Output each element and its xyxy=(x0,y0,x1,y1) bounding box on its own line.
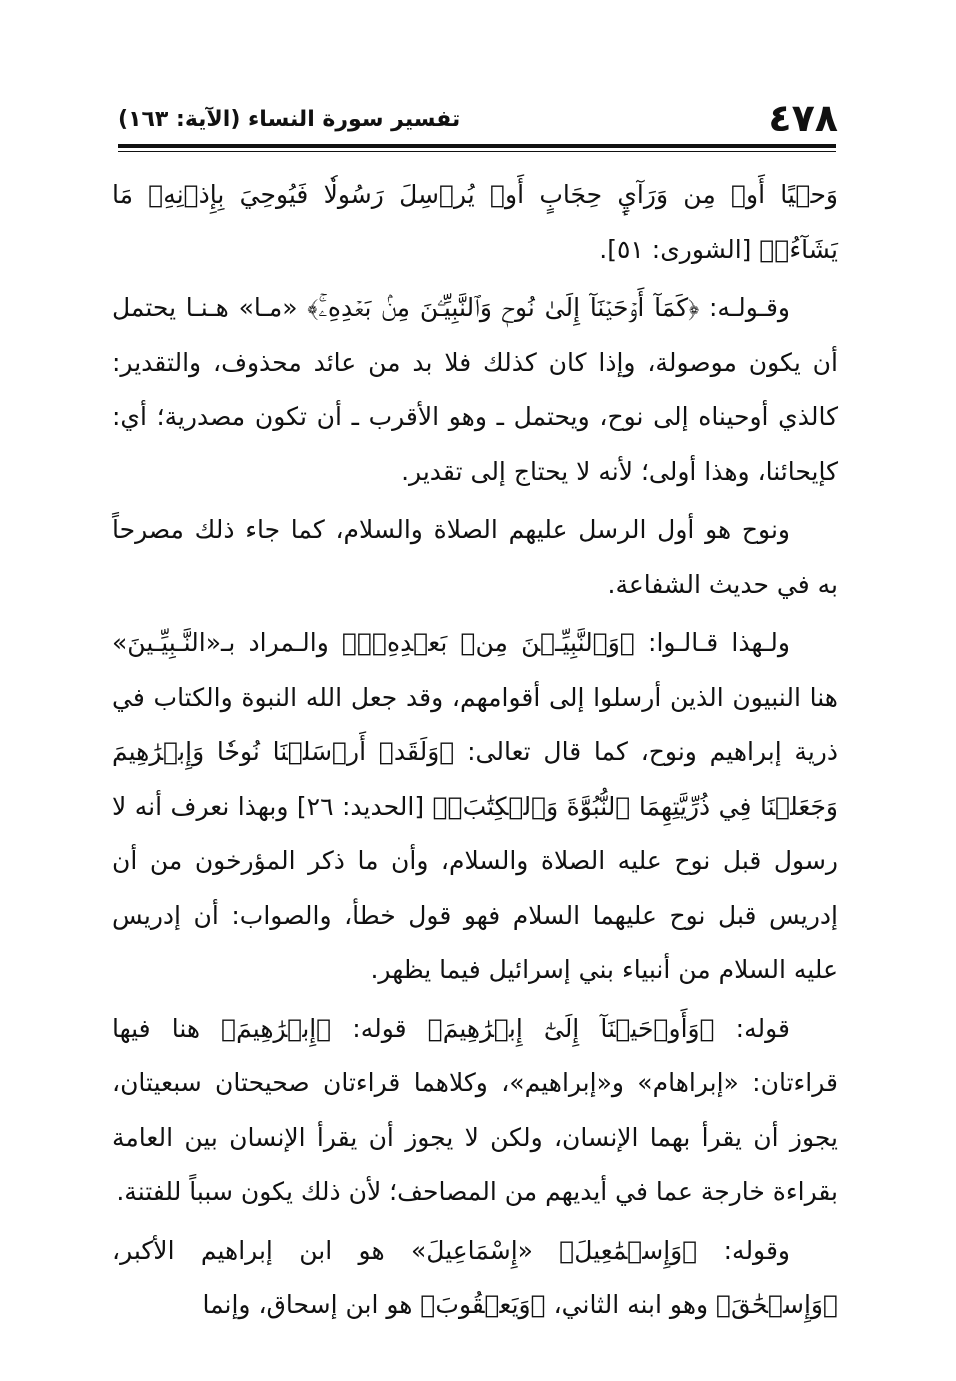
paragraph-1: وَحۡيًا أَوۡ مِن وَرَآيِٕ حِجَابٍ أَوۡ يُرۡسِلَ رَسُولٗا فَيُوحِيَ بِإِذۡنِهِۦ مَا يَشَآءُۚ﴾ [الشورى: ٥١]. xyxy=(112,180,838,264)
paragraph-3: ونوح هو أول الرسل عليهم الصلاة والسلام، كما جاء ذلك مصرحاً به في حديث الشفاعة. xyxy=(112,515,838,599)
paragraph-6: وقوله: ﴿وَإِسۡمَٰعِيلَ﴾ «إِسْمَاعِيلَ» هو ابن إبراهيم الأكبر، ﴿وَإِسۡحَٰقَ﴾ وهو ابنه الثاني، ﴿وَيَعۡقُوبَ﴾ هو ابن إسحاق، وإنما xyxy=(112,1235,838,1319)
paragraph-5: قوله: ﴿وَأَوۡحَيۡنَآ إِلَىٰٓ إِبۡرَٰهِيمَ﴾ قوله: ﴿إِبۡرَٰهِيمَ﴾ هنا فيها قراءتان: «إبراهام» و«إبراهيم»، وكلاهما قراءتان صحيحتان سبعيتان، يجوز أن يقرأ بهما الإنسان، ولكن لا يجوز أن يقرأ الإنسان بين العامة بقراءة خارجة عما في أيديهم من المصاحف؛ لأن ذلك يكون سبباً للفتنة. xyxy=(112,1013,838,1206)
paragraph-4: ولـهذا قـالـوا: ﴿وَٱلنَّبِيِّـۧنَ مِنۢ بَعۡدِهِۦۚ﴾ والـمراد بـ«النَّـبِيِّـينَ» هنا النبيون الذين أرسلوا إلى أقوامهم، وقد جعل الله النبوة والكتاب في ذرية إبراهيم ونوح، كما قال تعالى: ﴿وَلَقَدۡ أَرۡسَلۡنَا نُوحٗا وَإِبۡرَٰهِيمَ وَجَعَلۡنَا فِي ذُرِّيَّتِهِمَا ٱلنُّبُوَّةَ وَٱلۡكِتَٰبَۖ﴾ [الحديد: ٢٦] وبهذا نعرف أنه لا رسول قبل نوح عليه الصلاة والسلام، وأن ما ذكر المؤرخون من أن إدريس قبل نوح عليهما السلام فهو قول خطأ، والصواب: أن إدريس عليه السلام من أنبياء بني إسرائيل فيما يظهر. xyxy=(112,628,838,984)
page-header xyxy=(118,88,838,144)
paragraph-2: وقـولـه: ﴿كَمَآ أَوۡحَيۡنَآ إِلَىٰ نُوحٖ وَٱلنَّبِيِّـۧنَ مِنۢ بَعۡدِهِۦۚ﴾ «مـا» هـنـا يحتمل أن يكون موصولة، وإذا كان كذلك فلا بد من عائد محذوف، والتقدير: كالذي أوحيناه إلى نوح، ويحتمل ـ وهو الأقرب ـ أن تكون مصدرية؛ أي: كإيحائنا، وهذا أولى؛ لأنه لا يحتاج إلى تقدير. xyxy=(112,293,838,486)
header-rule-thin xyxy=(118,151,836,152)
running-title: تفسير سورة النساء (الآية: ١٦٣) xyxy=(118,107,461,132)
header-rule-thick xyxy=(118,144,836,148)
page-number: ٤٧٨ xyxy=(768,96,838,140)
body-text xyxy=(112,168,838,1337)
